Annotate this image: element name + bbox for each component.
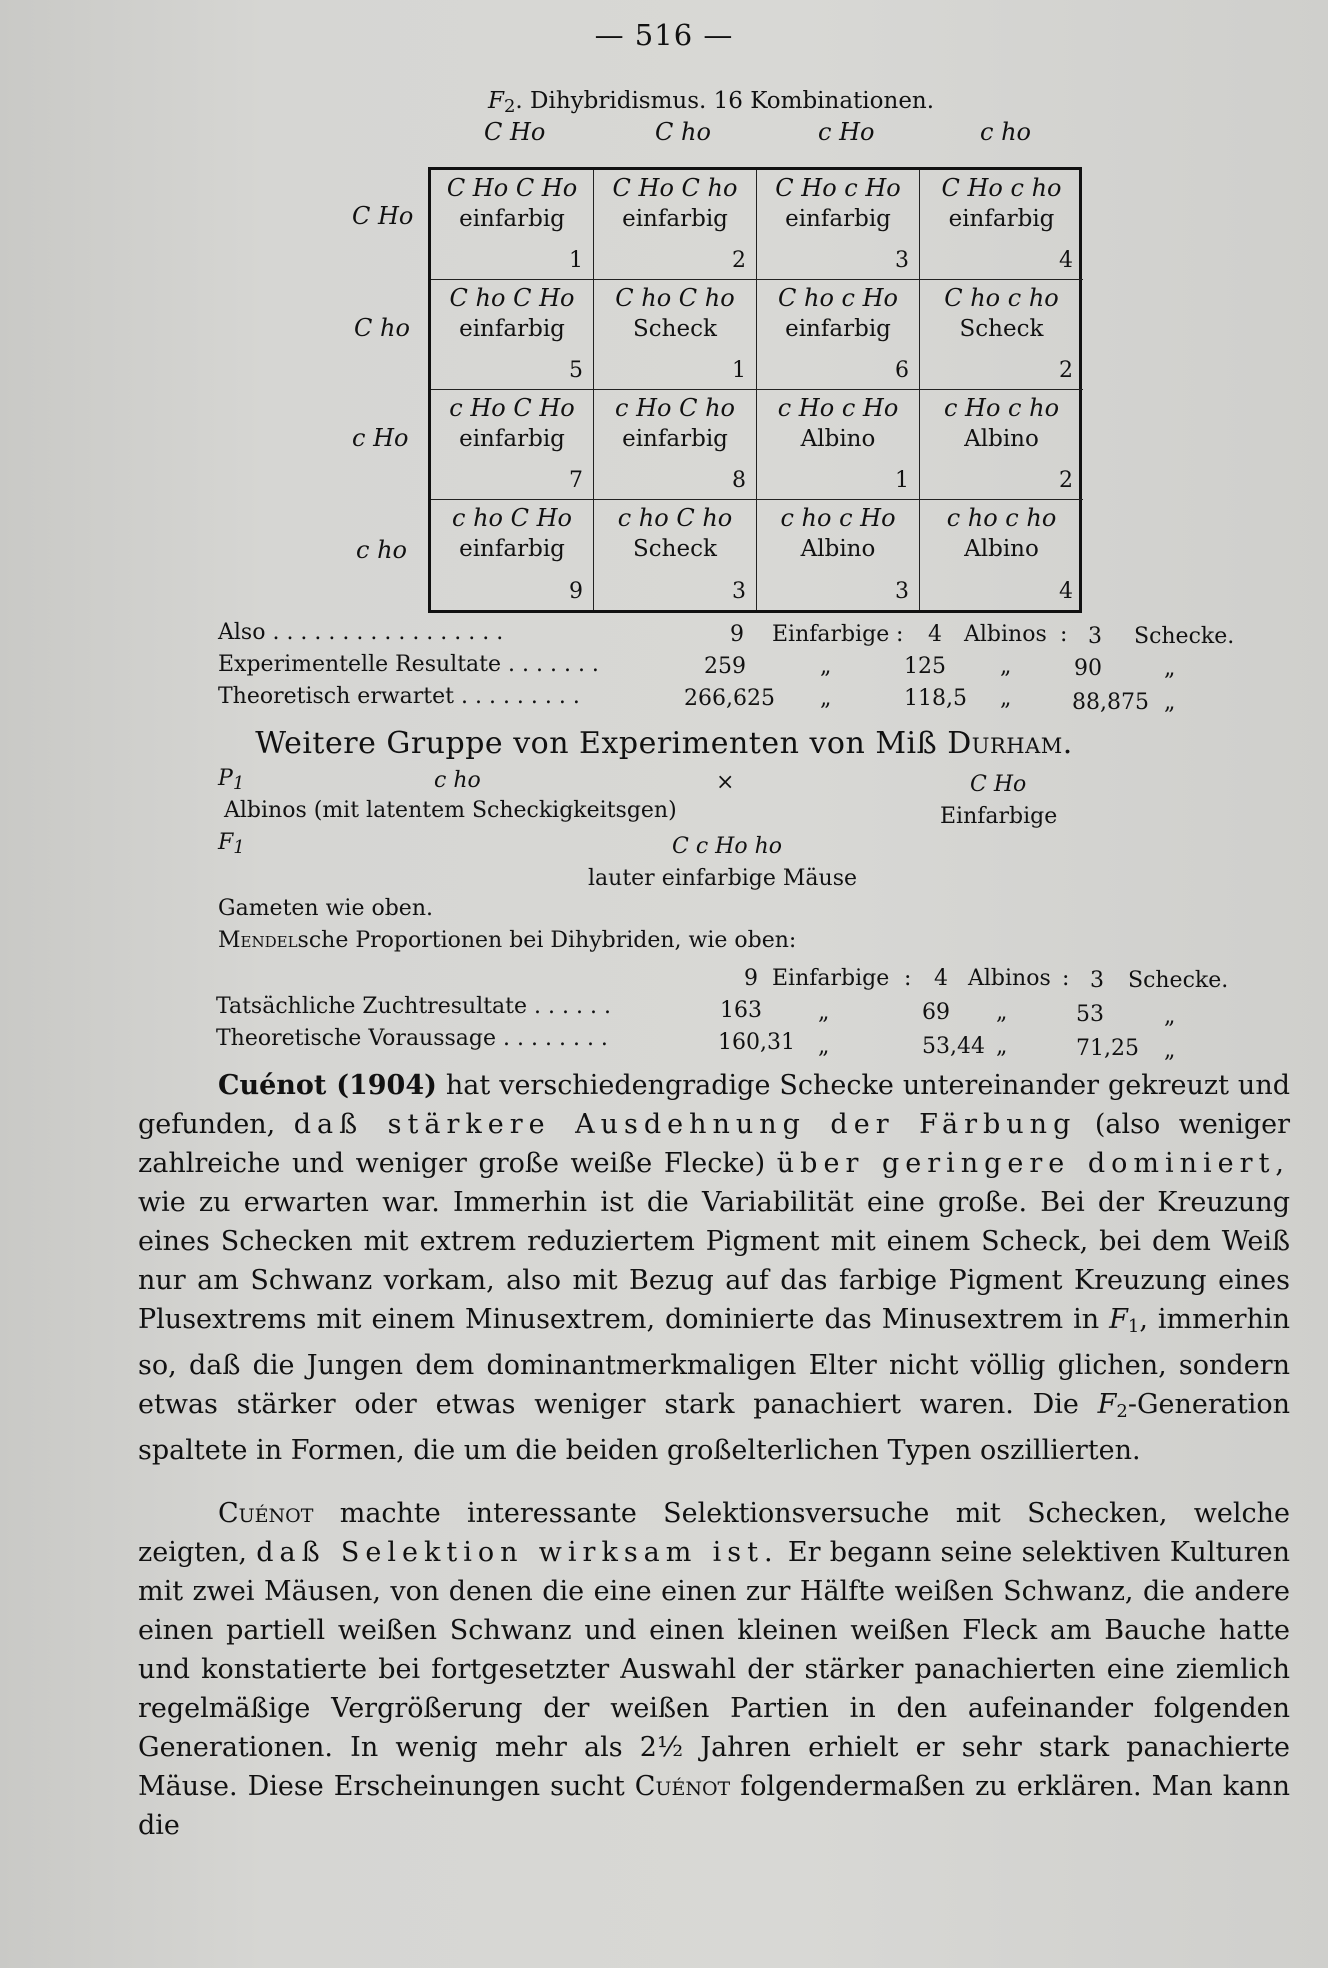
summary1-r1-a: 259	[704, 654, 746, 679]
cell-number: 9	[569, 579, 583, 604]
punnett-cell	[757, 390, 920, 500]
punnett-cell	[431, 280, 594, 390]
cell-phenotype: einfarbig	[459, 206, 565, 232]
summary2-r2-b: „	[818, 1034, 830, 1059]
cell-genotype: C Ho C Ho	[446, 174, 578, 202]
cell-genotype: c ho C Ho	[452, 504, 572, 532]
cell-number: 8	[732, 468, 746, 493]
row-header-3: c Ho	[352, 424, 409, 452]
cell-number: 3	[895, 579, 909, 604]
summary2-label-tats: Tatsächliche Zuchtresultate . . . . . .	[216, 994, 611, 1019]
summary2-r1-e: „	[996, 1000, 1008, 1025]
punnett-cell	[757, 500, 920, 610]
cell-phenotype: Scheck	[633, 316, 717, 342]
cell-number: 7	[569, 468, 583, 493]
summary1-r2-b: „	[820, 686, 832, 711]
para1-text2: (also weniger zahlreiche und weniger große weiße Flecke)	[138, 1109, 1291, 1179]
summary1-r2-h: „	[1164, 690, 1176, 715]
cell-number: 1	[569, 248, 583, 273]
summary1-r0-g: 3	[1088, 624, 1102, 649]
summary2-r0-b: Einfarbige	[772, 966, 890, 991]
cross-times-sign: ×	[716, 770, 735, 795]
cell-phenotype: einfarbig	[622, 426, 728, 452]
summary1-r1-e: „	[1000, 654, 1012, 679]
punnett-cell	[594, 280, 757, 390]
summary2-r2-d: 53,44	[922, 1034, 985, 1059]
cell-phenotype: einfarbig	[785, 206, 891, 232]
cell-phenotype: Albino	[964, 426, 1039, 452]
cross-right-genotype: C Ho	[970, 772, 1027, 797]
cell-phenotype: einfarbig	[785, 316, 891, 342]
f1-sub: 1	[233, 837, 245, 858]
punnett-cell	[757, 170, 920, 280]
p1-label	[218, 766, 244, 794]
summary2-label-voraus: Theoretische Voraussage . . . . . . . .	[216, 1026, 608, 1051]
col-header-1: C Ho	[484, 118, 546, 146]
summary2-r0-a: 9	[744, 966, 758, 991]
summary1-r1-g: 90	[1074, 656, 1102, 681]
mendel-rest: sche Proportionen bei Dihybriden, wie oben:	[297, 928, 797, 953]
cell-phenotype: Albino	[964, 536, 1039, 562]
summary1-r0-h: Schecke.	[1134, 624, 1235, 649]
punnett-cell	[594, 390, 757, 500]
summary1-r2-d: 118,5	[904, 686, 967, 711]
summary2-r1-b: „	[818, 1000, 830, 1025]
mendel-line	[218, 928, 796, 953]
row-header-4: c ho	[356, 536, 407, 564]
cell-genotype: C ho c ho	[944, 284, 1059, 312]
cell-genotype: c ho c ho	[946, 504, 1057, 532]
heading-text: Weitere Gruppe von Experimenten von Miß	[255, 726, 948, 761]
col-header-3: c Ho	[818, 118, 875, 146]
cell-phenotype: Albino	[800, 426, 876, 452]
cell-number: 2	[1059, 468, 1073, 493]
cell-genotype: c Ho c ho	[943, 394, 1060, 422]
cell-genotype: C Ho c ho	[941, 174, 1062, 202]
para1-f2: F	[1097, 1389, 1117, 1420]
summary1-r2-a: 266,625	[684, 686, 775, 711]
p1-letter: P	[218, 766, 233, 791]
summary1-r1-h: „	[1164, 656, 1176, 681]
col-header-4: c ho	[980, 118, 1031, 146]
summary2-r2-a: 160,31	[718, 1030, 795, 1055]
punnett-cell	[431, 500, 594, 610]
summary1-r0-c: :	[896, 622, 904, 647]
table-caption	[488, 88, 934, 117]
summary2-r0-f: :	[1062, 966, 1070, 991]
para1-f1: F	[1109, 1304, 1128, 1335]
heading-name: Durham.	[947, 726, 1073, 761]
caption-f: F	[488, 88, 504, 114]
punnett-cell	[594, 170, 757, 280]
cell-genotype: C ho C Ho	[449, 284, 575, 312]
row-header-1: C Ho	[352, 202, 414, 230]
f1-label	[218, 830, 245, 858]
summary2-r0-h: Schecke.	[1128, 968, 1229, 993]
punnett-cell	[920, 170, 1083, 280]
summary1-r2-g: 88,875	[1072, 690, 1149, 715]
cross-right-label: Einfarbige	[940, 804, 1058, 829]
para2-text2: Er begann seine selektiven Kulturen mit zwei Mäusen, von denen die eine einen zur Hälfte weißen Schwanz, die andere einen partiell weißen Schwanz und einen kleinen weißen Fleck am Bauche hatte und konstatierte bei fortgesetzter Auswahl der stärker panachierten eine ziemlich regelmäßige Vergrößerung der weißen Partien in den aufeinander folgenden Generationen. In wenig mehr als 2½ Jahren erhielt er sehr stark panachierte Mäuse. Diese Erscheinungen sucht	[138, 1537, 1290, 1802]
cell-number: 6	[895, 358, 909, 383]
para1-text5: -Generation spaltete in Formen, die um die beiden großelterlichen Typen oszillierten.	[138, 1389, 1290, 1466]
summary2-r0-e: Albinos	[968, 966, 1051, 991]
summary2-r0-g: 3	[1090, 968, 1104, 993]
cell-number: 3	[895, 248, 909, 273]
f1-genotype: C c Ho ho	[672, 834, 782, 859]
para1-text4: , immerhin so, daß die Jungen dem dominantmerkmaligen Elter nicht völlig glichen, sondern etwas stärker oder etwas weniger stark panachiert waren. Die	[138, 1304, 1290, 1420]
summary1-r0-b: Einfarbige	[772, 622, 890, 647]
cell-genotype: c ho c Ho	[780, 504, 896, 532]
para1-f1-sub: 1	[1127, 1316, 1140, 1337]
para1-emphasis2: über geringere dominiert,	[776, 1148, 1290, 1179]
summary2-r1-d: 69	[922, 1000, 950, 1025]
col-header-2: C ho	[655, 118, 711, 146]
summary1-label-theo: Theoretisch erwartet . . . . . . . . .	[218, 684, 580, 709]
cell-phenotype: Albino	[800, 536, 876, 562]
punnett-cell	[757, 280, 920, 390]
f1-description: lauter einfarbige Mäuse	[588, 866, 858, 891]
cell-genotype: c Ho c Ho	[777, 394, 899, 422]
summary2-r2-g: 71,25	[1076, 1036, 1139, 1061]
summary2-r1-a: 163	[720, 998, 762, 1023]
f1-letter: F	[218, 830, 234, 855]
mendel-name: Mendel	[218, 928, 298, 953]
page-number: — 516 —	[594, 18, 734, 52]
summary1-r1-d: 125	[904, 654, 946, 679]
cell-number: 4	[1059, 248, 1073, 273]
row-header-2: C ho	[354, 314, 410, 342]
cell-number: 5	[569, 358, 583, 383]
cell-number: 4	[1059, 579, 1073, 604]
para2-text1: machte interessante Selektionsversuche mit Schecken, welche zeigten,	[138, 1498, 1290, 1568]
summary2-r1-g: 53	[1076, 1002, 1104, 1027]
punnett-cell	[920, 500, 1083, 610]
caption-text: . Dihybridismus. 16 Kombinationen.	[515, 88, 935, 114]
summary2-r0-d: 4	[934, 966, 948, 991]
cross-left-genotype: c ho	[434, 768, 481, 793]
section-heading	[0, 726, 1328, 761]
summary2-r2-h: „	[1164, 1038, 1176, 1063]
punnett-cell	[920, 390, 1083, 500]
summary1-r0-a: 9	[730, 622, 744, 647]
cell-genotype: C ho C ho	[615, 284, 735, 312]
para1-text1: hat verschiedengradige Schecke untereinander gekreuzt und gefunden,	[138, 1070, 1290, 1140]
punnett-cell	[431, 390, 594, 500]
cell-phenotype: Scheck	[959, 316, 1044, 342]
summary2-r2-e: „	[996, 1034, 1008, 1059]
cell-phenotype: einfarbig	[459, 536, 565, 562]
punnett-cell	[920, 280, 1083, 390]
para1-emphasis1: daß stärkere Ausdehnung der Färbung	[293, 1109, 1077, 1140]
cell-phenotype: einfarbig	[948, 206, 1055, 232]
cell-genotype: C Ho C ho	[612, 174, 738, 202]
summary1-r0-d: 4	[928, 622, 942, 647]
punnett-square	[428, 167, 1082, 613]
cross-left-label: Albinos (mit latentem Scheckigkeitsgen)	[224, 798, 677, 823]
summary1-r2-e: „	[1000, 686, 1012, 711]
para1-f2-sub: 2	[1116, 1401, 1128, 1422]
para2-name1: Cuénot	[218, 1498, 314, 1529]
cell-number: 1	[895, 468, 909, 493]
summary1-label-also: Also . . . . . . . . . . . . . . . . .	[218, 620, 504, 645]
cell-number: 1	[732, 358, 746, 383]
cell-genotype: C ho c Ho	[778, 284, 898, 312]
cell-phenotype: einfarbig	[459, 316, 565, 342]
cell-genotype: c Ho C Ho	[449, 394, 575, 422]
gameten-note: Gameten wie oben.	[218, 896, 433, 921]
cell-phenotype: Scheck	[633, 536, 717, 562]
cell-genotype: C Ho c Ho	[775, 174, 901, 202]
para1-author: Cuénot (1904)	[218, 1070, 437, 1101]
cell-genotype: c Ho C ho	[615, 394, 735, 422]
summary1-label-exp: Experimentelle Resultate . . . . . . .	[218, 652, 599, 677]
body-paragraph-2	[138, 1494, 1290, 1845]
summary2-r1-h: „	[1164, 1004, 1176, 1029]
cell-genotype: c ho C ho	[617, 504, 733, 532]
summary1-r1-b: „	[820, 654, 832, 679]
cell-phenotype: einfarbig	[459, 426, 565, 452]
punnett-cell	[594, 500, 757, 610]
para2-name2: Cuénot	[634, 1771, 731, 1802]
summary1-r0-e: Albinos	[964, 622, 1047, 647]
para1-text3: wie zu erwarten war. Immerhin ist die Variabilität eine große. Bei der Kreuzung eines Schecken mit extrem reduziertem Pigment mit einem Scheck, bei dem Weiß nur am Schwanz vorkam, also mit Bezug auf das farbige Pigment Kreuzung eines Plusextrems mit einem Minusextrem, dominierte das Minusextrem in	[138, 1187, 1290, 1335]
para2-text3: folgendermaßen zu erklären. Man kann die	[138, 1771, 1290, 1841]
summary1-r0-f: :	[1060, 622, 1068, 647]
para2-emphasis: daß Selektion wirksam ist.	[256, 1537, 779, 1568]
summary2-r0-c: :	[904, 966, 912, 991]
cell-number: 3	[732, 579, 746, 604]
punnett-cell	[431, 170, 594, 280]
body-paragraph-1	[138, 1066, 1290, 1470]
cell-number: 2	[732, 248, 746, 273]
p1-sub: 1	[232, 773, 245, 794]
cell-phenotype: einfarbig	[622, 206, 728, 232]
caption-f-sub: 2	[503, 96, 516, 117]
cell-number: 2	[1059, 358, 1073, 383]
